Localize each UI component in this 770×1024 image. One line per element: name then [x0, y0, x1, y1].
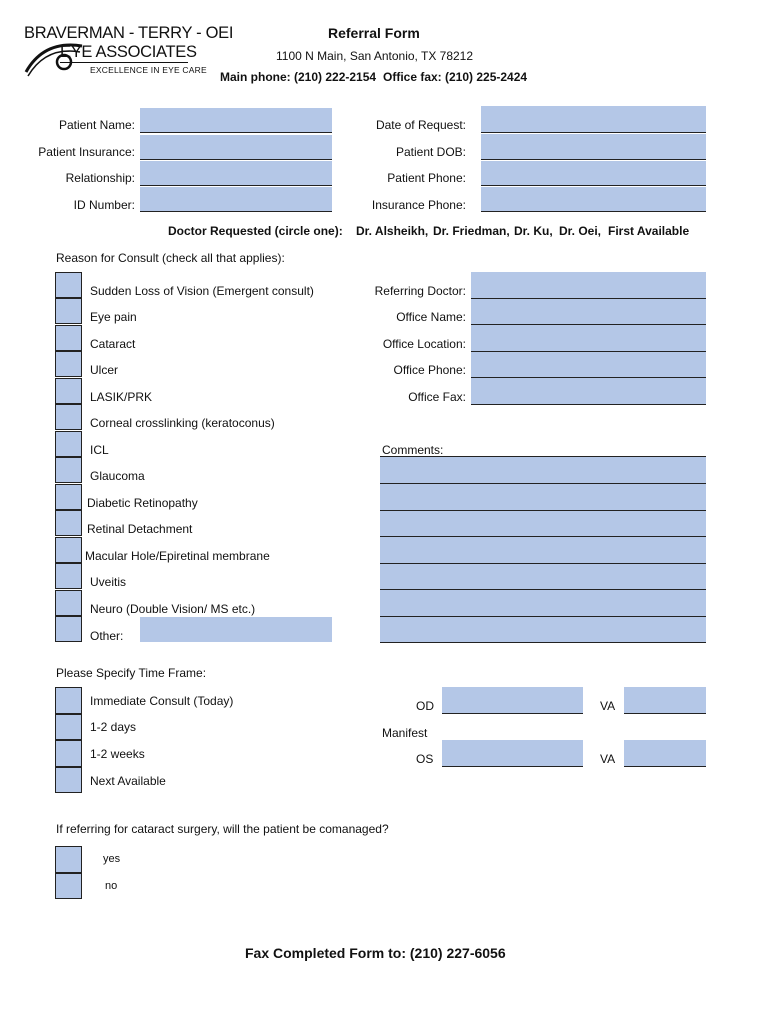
doctor-option[interactable]: Dr. Ku,	[514, 224, 553, 238]
reason-item: Neuro (Double Vision/ MS etc.)	[90, 602, 256, 616]
os-label: OS	[416, 752, 434, 766]
reason-checkbox[interactable]	[55, 325, 82, 351]
form-title: Referral Form	[328, 25, 420, 41]
va-od-field[interactable]	[624, 687, 706, 714]
referring-doctor-field[interactable]	[471, 272, 706, 299]
reason-item: Glaucoma	[90, 469, 145, 483]
main-phone: Main phone: (210) 222-2154	[220, 70, 377, 84]
reason-checkbox[interactable]	[55, 590, 82, 616]
logo-subtitle: EYE ASSOCIATES	[60, 43, 197, 61]
od-label: OD	[416, 699, 434, 713]
logo-tagline: EXCELLENCE IN EYE CARE	[90, 65, 207, 75]
doctor-option[interactable]: Dr. Friedman,	[433, 224, 510, 238]
timeframe-checkbox[interactable]	[55, 740, 82, 767]
reason-heading: Reason for Consult (check all that applies):	[56, 251, 285, 265]
reason-checkbox[interactable]	[55, 510, 82, 536]
reason-item: ICL	[90, 443, 109, 457]
insurance-phone-field[interactable]	[481, 187, 706, 212]
reason-item: LASIK/PRK	[90, 390, 153, 404]
os-field[interactable]	[442, 740, 583, 767]
yes-label: yes	[103, 853, 121, 865]
timeframe-heading: Please Specify Time Frame:	[56, 666, 207, 680]
reason-item: Retinal Detachment	[87, 522, 193, 536]
doctor-requested-label: Doctor Requested (circle one):	[168, 224, 343, 238]
comments-label: Comments:	[382, 443, 444, 457]
office-name-field[interactable]	[471, 299, 706, 325]
no-label: no	[105, 880, 118, 892]
cataract-question: If referring for cataract surgery, will the patient be comanaged?	[56, 822, 389, 836]
reason-item: Eye pain	[90, 310, 137, 324]
logo-name: BRAVERMAN - TERRY - OEI	[24, 24, 234, 42]
reason-checkbox[interactable]	[55, 404, 82, 430]
patient-dob-label: Patient DOB:	[395, 145, 466, 159]
reason-item: Corneal crosslinking (keratoconus)	[90, 416, 275, 430]
patient-insurance-label: Patient Insurance:	[38, 145, 135, 159]
relationship-label: Relationship:	[65, 171, 135, 185]
timeframe-item: 1-2 weeks	[90, 747, 145, 761]
reason-item: Macular Hole/Epiretinal membrane	[85, 549, 270, 563]
od-field[interactable]	[442, 687, 583, 714]
timeframe-checkbox[interactable]	[55, 687, 82, 714]
manifest-label: Manifest	[382, 726, 428, 740]
office-fax-field[interactable]	[471, 378, 706, 405]
doctor-option[interactable]: Dr. Alsheikh,	[356, 224, 429, 238]
other-field[interactable]	[140, 617, 332, 642]
reason-item: Ulcer	[90, 363, 119, 377]
comments-field[interactable]	[380, 564, 706, 590]
logo	[24, 24, 234, 80]
comments-field[interactable]	[380, 511, 706, 537]
reason-checkbox[interactable]	[55, 351, 82, 377]
no-checkbox[interactable]	[55, 873, 82, 899]
va-label-od: VA	[600, 699, 616, 713]
patient-phone-label: Patient Phone:	[387, 171, 466, 185]
timeframe-item: Next Available	[90, 774, 166, 788]
patient-name-label: Patient Name:	[58, 118, 135, 132]
reason-checkbox[interactable]	[55, 616, 82, 642]
date-request-label: Date of Request:	[375, 118, 466, 132]
relationship-field[interactable]	[140, 161, 332, 186]
patient-name-field[interactable]	[140, 108, 332, 133]
insurance-phone-label: Insurance Phone:	[371, 198, 466, 212]
timeframe-checkbox[interactable]	[55, 767, 82, 793]
logo-divider	[60, 62, 188, 63]
reason-checkbox[interactable]	[55, 272, 82, 298]
office-location-label: Office Location:	[382, 337, 466, 351]
reason-checkbox[interactable]	[55, 378, 82, 404]
reason-checkbox[interactable]	[55, 563, 82, 589]
id-number-field[interactable]	[140, 187, 332, 212]
reason-checkbox[interactable]	[55, 484, 82, 510]
reason-item: Sudden Loss of Vision (Emergent consult)	[90, 284, 314, 298]
comments-field[interactable]	[380, 617, 706, 643]
fax-footer: Fax Completed Form to: (210) 227-6056	[245, 945, 506, 961]
va-label-os: VA	[600, 752, 616, 766]
reason-checkbox[interactable]	[55, 298, 82, 324]
reason-checkbox[interactable]	[55, 431, 82, 457]
patient-phone-field[interactable]	[481, 161, 706, 186]
reason-item: Diabetic Retinopathy	[87, 496, 198, 510]
office-location-field[interactable]	[471, 325, 706, 352]
office-fax: Office fax: (210) 225-2424	[383, 70, 528, 84]
office-name-label: Office Name:	[396, 310, 466, 324]
timeframe-item: 1-2 days	[90, 720, 137, 734]
reason-item: Cataract	[90, 337, 136, 351]
referring-doctor-label: Referring Doctor:	[374, 284, 466, 298]
patient-dob-field[interactable]	[481, 134, 706, 160]
address: 1100 N Main, San Antonio, TX 78212	[276, 49, 474, 63]
comments-field[interactable]	[380, 484, 706, 511]
office-phone-field[interactable]	[471, 352, 706, 378]
reason-item: Uveitis	[90, 575, 127, 589]
yes-checkbox[interactable]	[55, 846, 82, 873]
patient-insurance-field[interactable]	[140, 135, 332, 160]
office-phone-label: Office Phone:	[393, 363, 466, 377]
comments-field[interactable]	[380, 590, 706, 617]
comments-field[interactable]	[380, 457, 706, 484]
reason-checkbox[interactable]	[55, 457, 82, 483]
office-fax-label: Office Fax:	[408, 390, 466, 404]
va-os-field[interactable]	[624, 740, 706, 767]
comments-field[interactable]	[380, 537, 706, 564]
reason-checkbox[interactable]	[55, 537, 82, 563]
id-number-label: ID Number:	[73, 198, 135, 212]
timeframe-checkbox[interactable]	[55, 714, 82, 740]
timeframe-item: Immediate Consult (Today)	[90, 694, 234, 708]
reason-item: Other:	[90, 629, 124, 643]
date-request-field[interactable]	[481, 106, 706, 133]
doctor-option[interactable]: Dr. Oei,	[559, 224, 602, 238]
doctor-option[interactable]: First Available	[608, 224, 690, 238]
